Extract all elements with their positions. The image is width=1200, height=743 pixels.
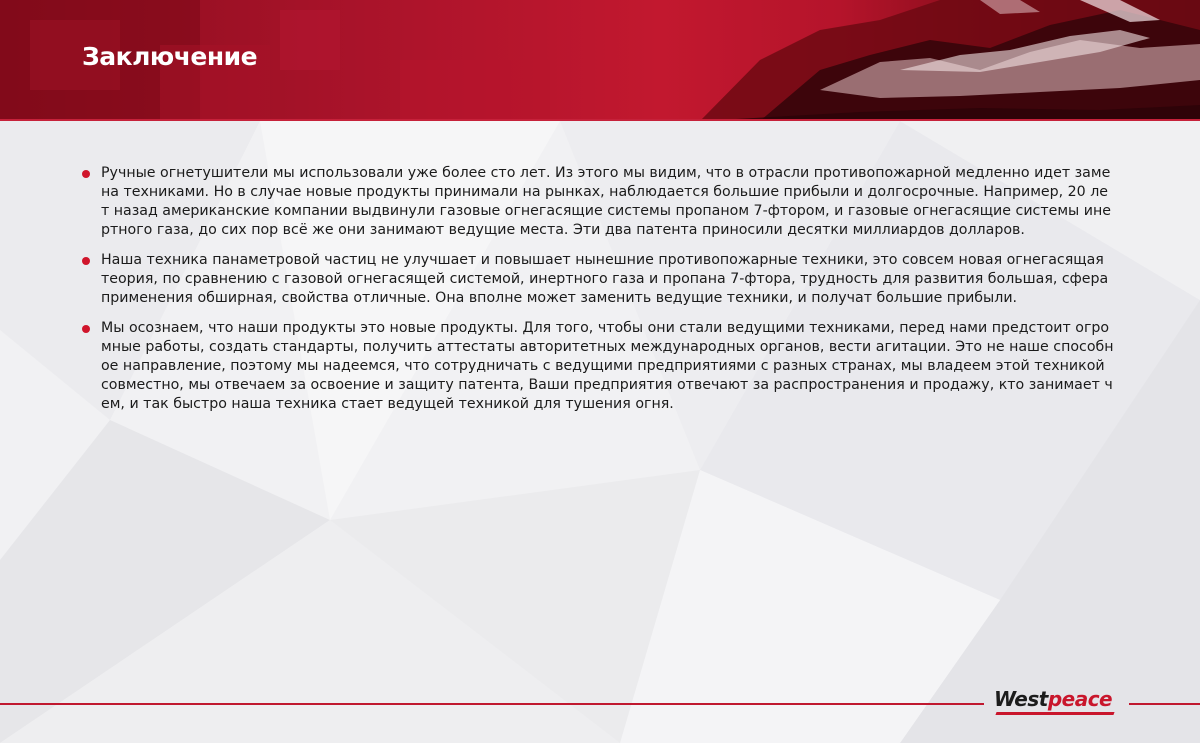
logo-text-peace: peace [1047,687,1113,711]
slide-title: Заключение [82,42,258,71]
bullet-item [82,319,1114,414]
logo-underline [995,712,1114,715]
logo-text-west: West [994,687,1048,711]
footer-divider-left [0,703,984,705]
bullet-dot-icon [82,257,90,265]
bullet-text: Наша техника панаметровой частиц не улучшает и повышает нынешние противопожарные техники, это совсем новая огнегасящая теория, по сравнению с газовой огнегасящей системой, инертного газа и пропана 7-фтора, трудность для развития большая, сфера применения обширная, свойства отличные. Она вполне может заменить ведущие техники, и получат большие прибыли. [101,252,1109,306]
header-divider-line [0,119,1200,121]
bullet-list [82,164,1114,425]
bullet-text: Мы осознаем, что наши продукты это новые продукты. Для того, чтобы они стали ведущими техниками, перед нами предстоит огромные работы, создать стандарты, получить аттестаты авторитетных международных органов, вести агитации. Это не наше способное направление, поэтому мы надеемся, что сотрудничать с ведущими предприятиями с разных странах, мы владеем этой техникой совместно, мы отвечаем за освоение и защиту патента, Ваши предприятия отвечают за распространения и продажу, кто занимает чем, и так быстро наша техника стает ведущей техникой для тушения огня. [101,320,1114,412]
bullet-item [82,251,1114,308]
bullet-dot-icon [82,325,90,333]
bullet-dot-icon [82,170,90,178]
bullet-text: Ручные огнетушители мы использовали уже более сто лет. Из этого мы видим, что в отрасли противопожарной медленно идет замена техниками. Но в случае новые продукты принимали на рынках, наблюдается большие прибыли и долгосрочные. Например, 20 лет назад американские компании выдвинули газовые огнегасящие системы пропаном 7-фтором, и газовые огнегасящие системы инертного газа, до сих пор всё же они занимают ведущие места. Эти два патента приносили десятки миллиардов долларов. [101,165,1111,238]
westpeace-logo [994,686,1122,720]
footer-divider-right [1129,703,1200,705]
bullet-item [82,164,1114,240]
